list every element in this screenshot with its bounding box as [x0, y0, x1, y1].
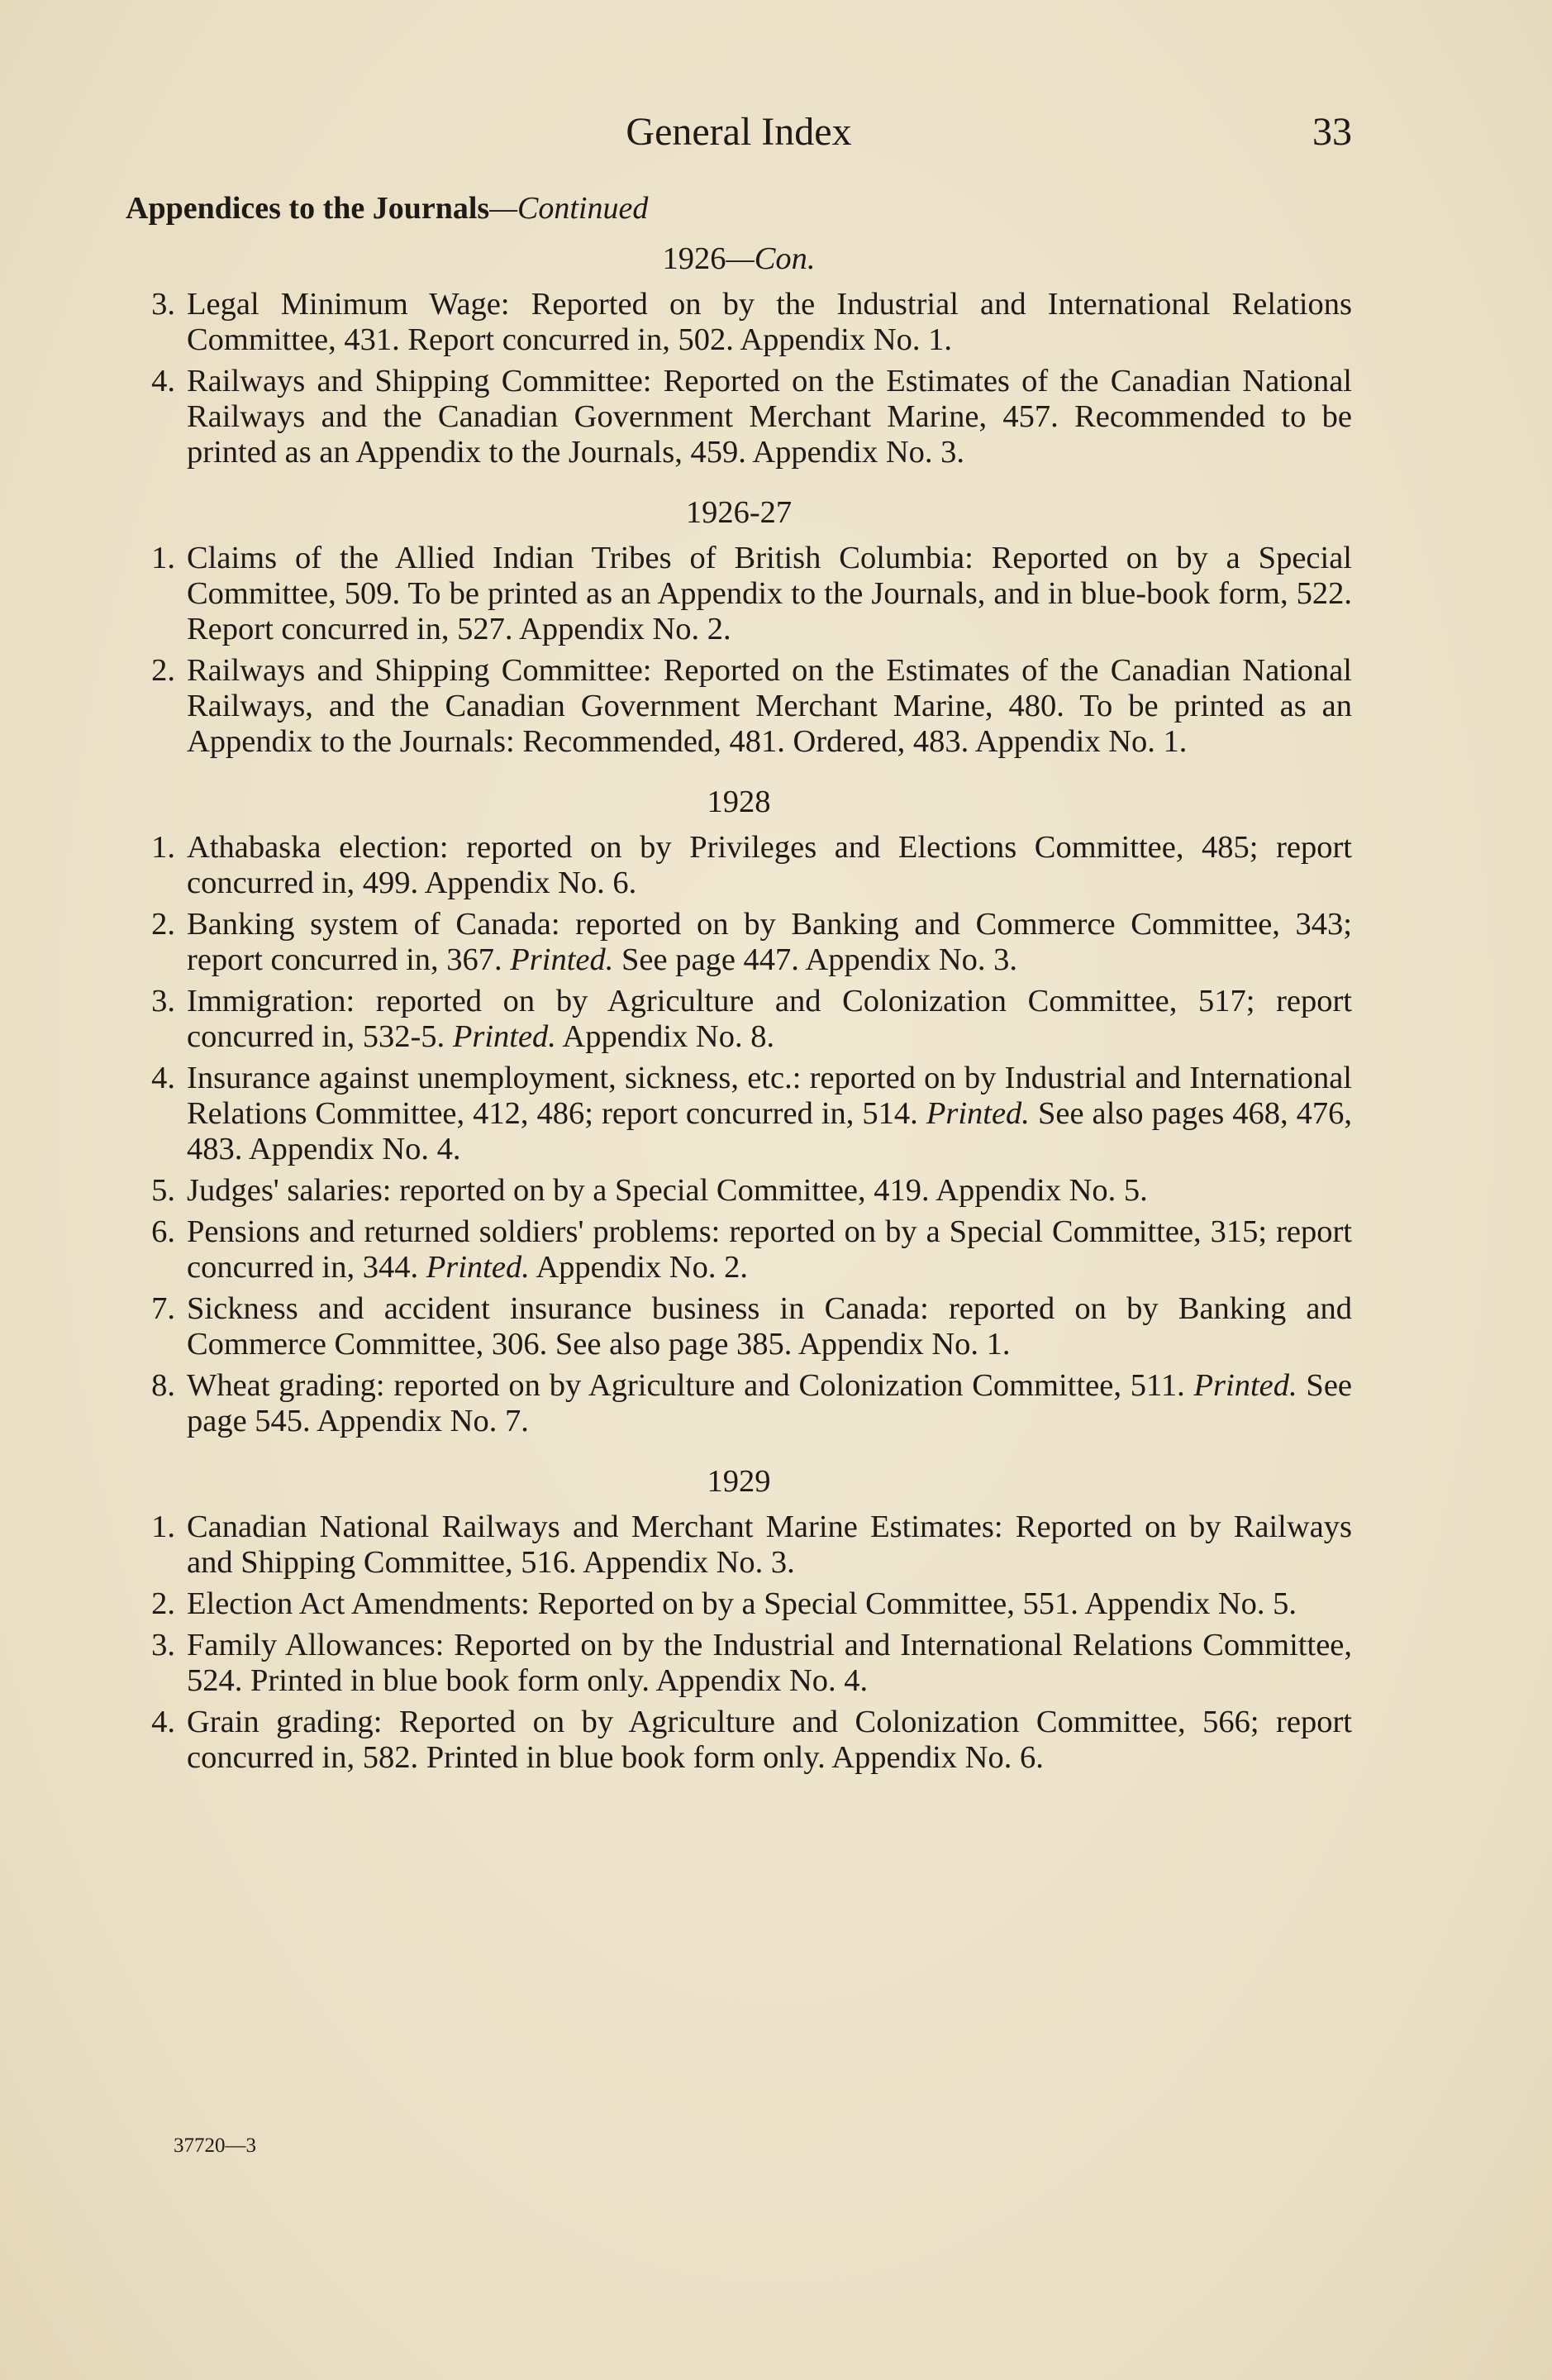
entry-text-part: Railways and Shipping Committee: Reported on the Estimates of the Canadian National Railways and the Canadian Government Merchant Marine, 457. Recommended to be printed as an Appendix to the Journals, 459. Appendix No. 3. [187, 364, 1352, 470]
entry-text-part: Appendix No. 8. [555, 1019, 775, 1054]
index-entry [151, 1061, 1352, 1167]
section-continuation: —Continued [489, 191, 649, 226]
entry-text [187, 1510, 1352, 1580]
index-entry [151, 1291, 1352, 1362]
entry-number: 5. [151, 1173, 175, 1208]
index-entry [151, 907, 1352, 978]
entry-text-part: Grain grading: Reported on by Agriculture and Colonization Committee, 566; report concurred in, 582. Printed in blue book form only. Appendix No. 6. [187, 1705, 1352, 1775]
entry-text [187, 1628, 1352, 1698]
entry-text [187, 1061, 1352, 1166]
index-entry [151, 541, 1352, 647]
entry-number: 2. [151, 653, 175, 688]
year-group [151, 1464, 1352, 1776]
index-entry [151, 1510, 1352, 1581]
entry-number: 8. [151, 1368, 175, 1403]
entry-text [187, 1214, 1352, 1285]
entry-text-part: Appendix No. 2. [529, 1250, 748, 1285]
printed-note: Printed. [452, 1019, 556, 1054]
entry-text [187, 1586, 1297, 1621]
index-entry [151, 364, 1352, 470]
entry-number: 3. [151, 984, 175, 1018]
printed-note: Printed. [1193, 1368, 1297, 1403]
entry-text-part: Judges' salaries: reported on by a Special Committee, 419. Appendix No. 5. [187, 1173, 1148, 1208]
entry-number: 3. [151, 287, 175, 322]
index-entry [151, 1214, 1352, 1285]
entry-text-part: See page 545. Appendix No. 7. [187, 1368, 1352, 1438]
year-heading [126, 1464, 1352, 1500]
index-entry [151, 830, 1352, 901]
entry-number: 7. [151, 1291, 175, 1326]
entry-number: 2. [151, 1586, 175, 1621]
entry-text [187, 287, 1352, 357]
printer-code: 37720—3 [174, 2134, 256, 2157]
entry-text-part: Legal Minimum Wage: Reported on by the Industrial and International Relations Committee, 431. Report concurred in, 502. Appendix No. 1. [187, 287, 1352, 357]
index-entry [151, 1173, 1352, 1209]
page-number: 33 [1312, 110, 1352, 154]
printed-note: Printed. [426, 1250, 530, 1285]
index-entry [151, 984, 1352, 1055]
entry-text-part: Wheat grading: reported on by Agriculture and Colonization Committee, 511. [187, 1368, 1194, 1403]
entry-text [187, 364, 1352, 470]
entry-text [187, 830, 1352, 900]
entry-text-part: Claims of the Allied Indian Tribes of British Columbia: Reported on by a Special Committee, 509. To be printed as an Appendix to the Journals, and in blue-book form, 522. Report concurred in, 527. Appendix No. 2. [187, 541, 1352, 646]
entry-text [187, 1368, 1352, 1438]
index-entry [151, 1705, 1352, 1776]
entry-text-part: See page 447. Appendix No. 3. [613, 942, 1018, 977]
index-entry [151, 1586, 1352, 1622]
printed-note: Printed. [510, 942, 614, 977]
running-header [126, 106, 1352, 159]
entry-text-part: Railways and Shipping Committee: Reported on the Estimates of the Canadian National Railways, and the Canadian Government Merchant Marine, 480. To be printed as an Appendix to the Journals: Recommended, 481. Ordered, 483. Appendix No. 1. [187, 653, 1352, 759]
entry-number: 3. [151, 1628, 175, 1662]
index-entry [151, 1628, 1352, 1699]
year-continuation: —Con. [726, 241, 816, 276]
entry-text-part: Sickness and accident insurance business in Canada: reported on by Banking and Commerce Committee, 306. See also page 385. Appendix No. 1. [187, 1291, 1352, 1362]
entry-text-part: Insurance against unemployment, sickness, etc.: reported on by Industrial and International Relations Committee, 412, 486; report concurred in, 514. [187, 1061, 1352, 1131]
year-group [151, 785, 1352, 1439]
entry-number: 4. [151, 1061, 175, 1095]
entry-text [187, 1705, 1352, 1775]
entry-number: 1. [151, 1510, 175, 1544]
year-label: 1926-27 [685, 495, 793, 530]
section-title: Appendices to the Journals [126, 191, 490, 226]
entry-text [187, 1173, 1148, 1208]
year-group [151, 241, 1352, 470]
printed-note: Printed. [926, 1096, 1030, 1131]
year-label: 1928 [707, 785, 771, 819]
year-label: 1926 [662, 241, 726, 276]
entry-number: 1. [151, 830, 175, 865]
index-entry [151, 1368, 1352, 1439]
entry-number: 4. [151, 1705, 175, 1739]
entry-text-part: Family Allowances: Reported on by the Industrial and International Relations Committee, 524. Printed in blue book form only. Appendix No. 4. [187, 1628, 1352, 1698]
entry-text-part: Athabaska election: reported on by Privileges and Elections Committee, 485; report concurred in, 499. Appendix No. 6. [187, 830, 1352, 900]
year-heading [126, 241, 1352, 277]
entry-number: 2. [151, 907, 175, 942]
header-title: General Index [626, 110, 852, 154]
entry-number: 4. [151, 364, 175, 398]
year-heading [126, 785, 1352, 820]
entry-text [187, 541, 1352, 646]
section-heading [126, 185, 648, 231]
entry-text-part: Canadian National Railways and Merchant Marine Estimates: Reported on by Railways and Shipping Committee, 516. Appendix No. 3. [187, 1510, 1352, 1580]
index-entry [151, 287, 1352, 358]
entry-text-part: Immigration: reported on by Agriculture and Colonization Committee, 517; report concurred in, 532-5. [187, 984, 1352, 1054]
entry-text [187, 653, 1352, 759]
entry-text-part: Banking system of Canada: reported on by Banking and Commerce Committee, 343; report concurred in, 367. [187, 907, 1352, 977]
entry-text [187, 1291, 1352, 1362]
entry-number: 1. [151, 541, 175, 575]
entry-number: 6. [151, 1214, 175, 1249]
entry-text-part: Election Act Amendments: Reported on by a Special Committee, 551. Appendix No. 5. [187, 1586, 1297, 1621]
year-heading [126, 495, 1352, 531]
entry-text [187, 907, 1352, 977]
entry-text-part: Pensions and returned soldiers' problems: reported on by a Special Committee, 315; report concurred in, 344. [187, 1214, 1352, 1285]
year-group [151, 495, 1352, 760]
entry-text-part: See also pages 468, 476, 483. Appendix No. 4. [187, 1096, 1352, 1166]
index-content [151, 241, 1352, 1781]
entry-text [187, 984, 1352, 1054]
year-label: 1929 [707, 1464, 771, 1499]
index-entry [151, 653, 1352, 760]
